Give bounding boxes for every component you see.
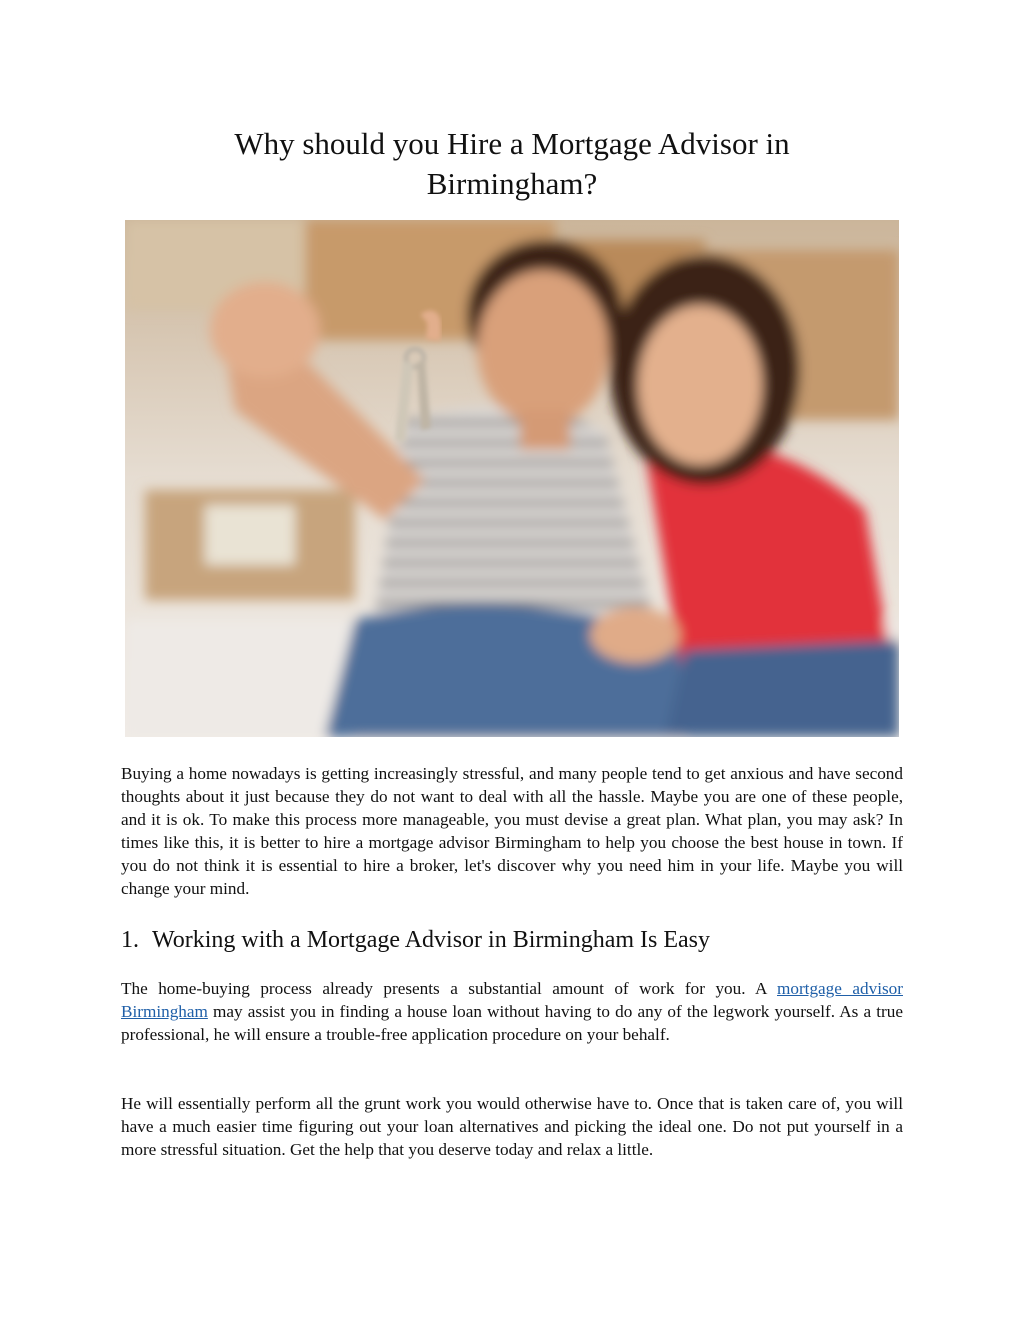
couple-keys-photo (125, 220, 899, 737)
paragraph-text-after-link: may assist you in finding a house loan without having to do any of the legwork yourself. As a true professional, he will ensure a trouble-free application procedure on your behalf. (121, 1002, 903, 1044)
intro-paragraph: Buying a home nowadays is getting increasingly stressful, and many people tend to get anxious and have second thoughts about it just because they do not want to deal with all the hassle. Maybe you are one of these people, and it is ok. To make this process more manageable, you must devise a great plan. What plan, you may ask? In times like this, it is better to hire a mortgage advisor Birmingham to help you choose the best house in town. If you do not think it is essential to hire a broker, let's discover why you need him in your life. Maybe you will change your mind. (121, 764, 903, 898)
photo-illustration (125, 220, 899, 737)
title-line-1: Why should you Hire a Mortgage Advisor in (234, 126, 790, 161)
title-line-2: Birmingham? (426, 166, 598, 201)
section-heading (121, 925, 710, 955)
mortgage-advisor-link[interactable]: mortgage advisor Birmingham (121, 979, 903, 1021)
page-title (150, 124, 874, 204)
paragraph-text-before-link: The home-buying process already presents a substantial amount of work for you. A (121, 979, 777, 998)
section-heading-text: Working with a Mortgage Advisor in Birmingham Is Easy (152, 927, 710, 953)
section-paragraph-2: He will essentially perform all the grunt work you would otherwise have to. Once that is taken care of, you will have a much easier time figuring out your loan alternatives and picking the ideal one. Do not put yourself in a more stressful situation. Get the help that you deserve today and relax a little. (121, 1094, 903, 1159)
section-paragraph-1 (121, 977, 903, 1046)
section-number: 1. (121, 927, 139, 953)
